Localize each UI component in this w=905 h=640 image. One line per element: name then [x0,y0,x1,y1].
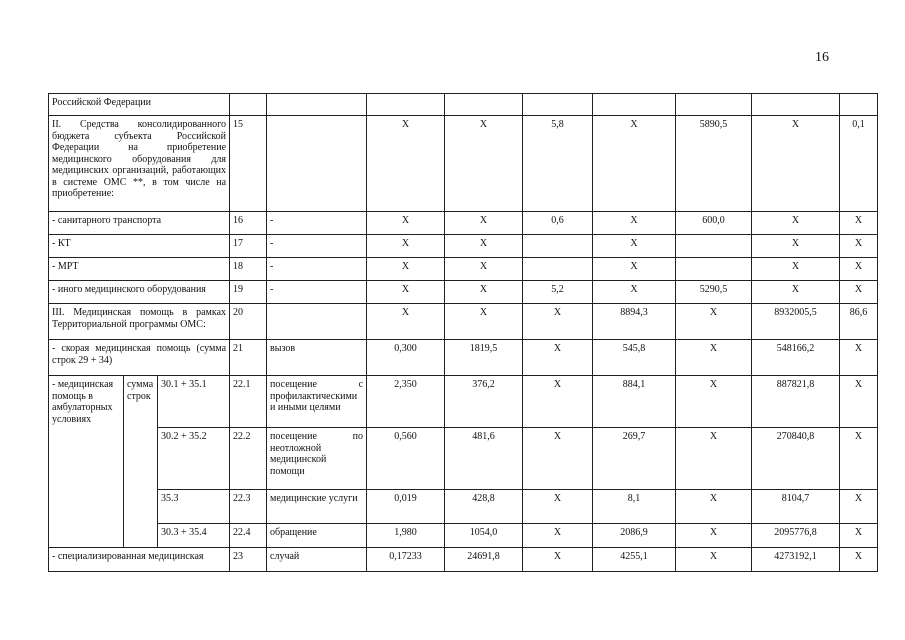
table-row [49,304,878,340]
table-row [49,212,878,235]
table-row [49,490,878,524]
table-cell: X [523,524,593,548]
table-cell: X [445,116,523,212]
table-cell: 8894,3 [593,304,676,340]
table-cell: 5,2 [523,281,593,304]
table-cell: X [840,548,878,572]
row-number: 22.1 [230,376,267,428]
row-number: 18 [230,258,267,281]
row-label: II. Средства консолидированного бюджета субъекта Российской Федерации на приобретение медицинского оборудования для медицинских организаций, работающих в системе ОМС **, в том числе на приобретение: [49,116,230,212]
table-row [49,235,878,258]
row-number: 22.3 [230,490,267,524]
table-cell: 884,1 [593,376,676,428]
unit-cell [267,116,367,212]
table-cell: X [367,258,445,281]
row-number: 21 [230,340,267,376]
row-label: - санитарного транспорта [49,212,230,235]
table-cell: X [840,376,878,428]
table-cell [676,258,752,281]
unit-cell: случай [267,548,367,572]
table-cell: 2095776,8 [752,524,840,548]
table-cell: 0,300 [367,340,445,376]
row-number: 19 [230,281,267,304]
table-cell: 428,8 [445,490,523,524]
page-number: 16 [815,50,829,65]
table-cell: 1819,5 [445,340,523,376]
table-cell: X [840,281,878,304]
table-cell: 269,7 [593,428,676,490]
table-row [49,116,878,212]
unit-cell [267,304,367,340]
table-cell: X [523,304,593,340]
row-label: - скорая медицинская помощь (сумма строк 29 + 34) [49,340,230,376]
table-cell: X [752,116,840,212]
row-number: 16 [230,212,267,235]
table-cell: X [367,116,445,212]
table-cell: X [676,490,752,524]
table-cell: X [523,548,593,572]
table-cell: X [752,258,840,281]
table-cell: 4273192,1 [752,548,840,572]
unit-cell: посещение с профилактическими и иными целями [267,376,367,428]
table-row [49,524,878,548]
table-cell: 8104,7 [752,490,840,524]
sum-formula: 35.3 [158,490,230,524]
table-cell: X [752,212,840,235]
table-cell: 545,8 [593,340,676,376]
table-cell: 0,560 [367,428,445,490]
table-cell: 4255,1 [593,548,676,572]
unit-cell: вызов [267,340,367,376]
table-cell: X [676,376,752,428]
table-cell: X [840,212,878,235]
unit-cell: - [267,258,367,281]
table-cell: 0,17233 [367,548,445,572]
table-cell: X [523,376,593,428]
table-cell: 5890,5 [676,116,752,212]
table-cell: X [840,524,878,548]
table-row [49,548,878,572]
table-cell: 887821,8 [752,376,840,428]
table-cell: X [840,428,878,490]
sum-label: сумма строк [124,376,158,548]
row-number: 23 [230,548,267,572]
row-label: - КТ [49,235,230,258]
table-cell: X [593,235,676,258]
table-row [49,94,878,116]
table-cell: 5290,5 [676,281,752,304]
row-label: III. Медицинская помощь в рамках Территориальной программы ОМС: [49,304,230,340]
table-row [49,258,878,281]
table-cell [523,235,593,258]
table-cell: 600,0 [676,212,752,235]
table-cell: X [752,235,840,258]
table-cell: 1,980 [367,524,445,548]
table-cell: 270840,8 [752,428,840,490]
table-row [49,428,878,490]
row-number: 17 [230,235,267,258]
table-cell: X [367,304,445,340]
table-cell: X [593,116,676,212]
table-cell: X [676,340,752,376]
table-cell: X [676,548,752,572]
table-cell: X [840,258,878,281]
unit-cell: - [267,235,367,258]
table-cell: X [676,304,752,340]
table-cell: X [367,281,445,304]
table-cell: 376,2 [445,376,523,428]
table-cell: X [523,428,593,490]
table-cell: X [593,281,676,304]
unit-cell: - [267,281,367,304]
table-cell: 8932005,5 [752,304,840,340]
unit-cell: обращение [267,524,367,548]
table-cell: 548166,2 [752,340,840,376]
row-label: Российской Федерации [49,94,230,116]
row-label: - МРТ [49,258,230,281]
table-row [49,376,878,428]
unit-cell: - [267,212,367,235]
table-cell: 0,1 [840,116,878,212]
table-cell: X [445,258,523,281]
table-cell: X [752,281,840,304]
financing-table [48,93,878,572]
row-label: - специализированная медицинская [49,548,230,572]
table-cell [676,235,752,258]
table-cell [523,258,593,281]
table-cell: 0,019 [367,490,445,524]
table-cell: 86,6 [840,304,878,340]
table-row [49,340,878,376]
table-cell: X [676,428,752,490]
table-cell: 8,1 [593,490,676,524]
row-number: 20 [230,304,267,340]
table-cell: X [523,340,593,376]
table-row [49,281,878,304]
table-cell: X [445,235,523,258]
table-cell: 0,6 [523,212,593,235]
table-cell: 1054,0 [445,524,523,548]
row-number: 22.4 [230,524,267,548]
table-cell: X [445,212,523,235]
table-cell: X [593,258,676,281]
table-cell: 24691,8 [445,548,523,572]
table-cell: X [840,340,878,376]
sum-formula: 30.1 + 35.1 [158,376,230,428]
row-number: 15 [230,116,267,212]
table-cell: 481,6 [445,428,523,490]
table-cell: X [445,281,523,304]
table-cell: 2,350 [367,376,445,428]
table-cell: X [445,304,523,340]
table-cell: X [367,212,445,235]
row-number: 22.2 [230,428,267,490]
table-cell: 5,8 [523,116,593,212]
row-label: - иного медицинского оборудования [49,281,230,304]
table-cell: X [676,524,752,548]
table-cell: X [840,235,878,258]
unit-cell: посещение по неотложной медицинской помощи [267,428,367,490]
table-cell: X [593,212,676,235]
table-cell: X [367,235,445,258]
sum-formula: 30.3 + 35.4 [158,524,230,548]
table-cell: X [523,490,593,524]
sum-formula: 30.2 + 35.2 [158,428,230,490]
table-cell: X [840,490,878,524]
table-cell: 2086,9 [593,524,676,548]
unit-cell: медицинские услуги [267,490,367,524]
ambulatory-label: - медицинская помощь в амбулаторных условиях [49,376,124,548]
